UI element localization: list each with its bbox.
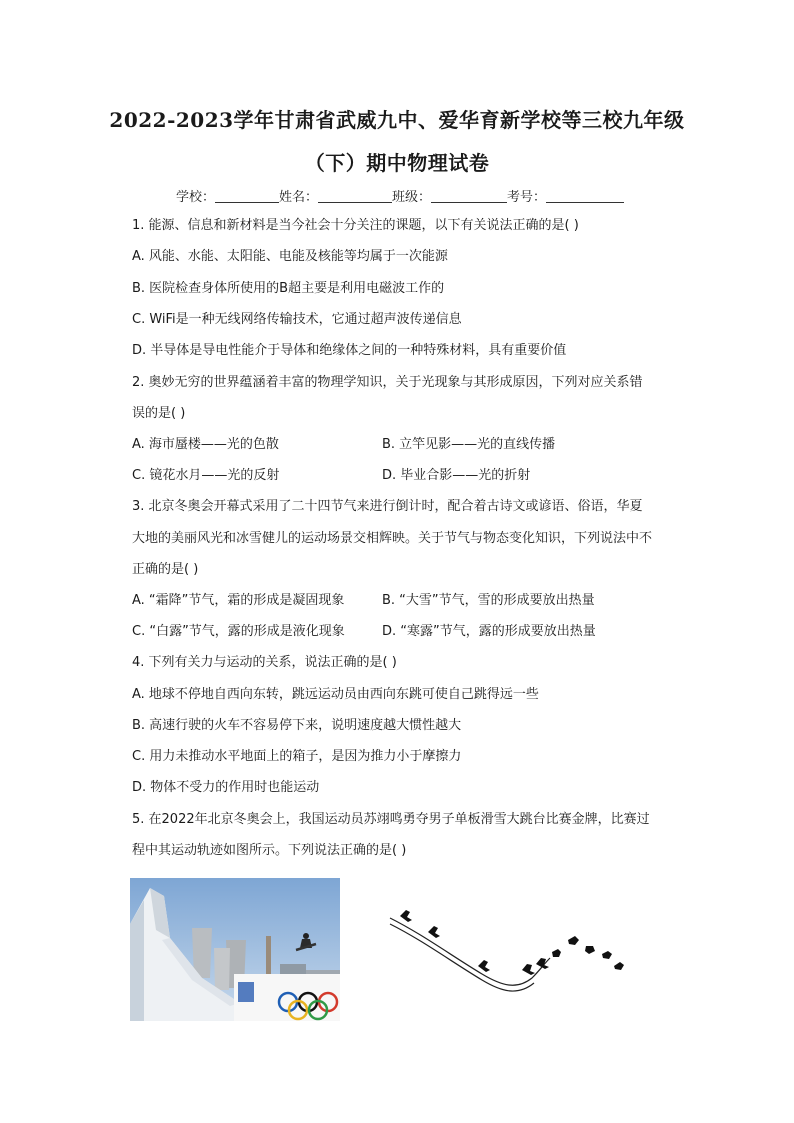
q3-option-a: A. “霜降”节气，霜的形成是凝固现象 (132, 593, 345, 608)
q2-option-c: C. 镜花水月——光的反射 (132, 468, 280, 483)
q3-stem-line-2: 大地的美丽风光和冰雪健儿的运动场景交相辉映。关于节气与物态变化知识，下列说法中不 (132, 531, 653, 546)
exam-title-line-1: 2022-2023学年甘肃省武威九中、爱华育新学校等三校九年级 (109, 108, 685, 132)
q4-option-c: C. 用力未推动水平地面上的箱子，是因为推力小于摩擦力 (132, 749, 462, 764)
q3-stem-line-1: 3. 北京冬奥会开幕式采用了二十四节气来进行倒计时，配合着古诗文或谚语、俗语，华夏 (132, 499, 643, 514)
q1-option-b: B. 医院检查身体所使用的B超主要是利用电磁波工作的 (132, 281, 445, 296)
rider-9 (602, 951, 612, 959)
rider-1 (400, 910, 412, 922)
q4-stem: 4. 下列有关力与运动的关系，说法正确的是( ) (132, 655, 397, 670)
q2-option-d: D. 毕业合影——光的折射 (382, 468, 531, 483)
rider-4 (522, 964, 535, 975)
q3-stem-line-3: 正确的是( ) (132, 562, 199, 577)
rider-7 (568, 936, 579, 945)
q4-option-b: B. 高速行驶的火车不容易停下来，说明速度越大惯性越大 (132, 718, 462, 733)
big-air-photo (130, 878, 340, 1021)
q3-option-c: C. “白露”节气，露的形成是液化现象 (132, 624, 345, 639)
rider-silhouettes (400, 910, 624, 975)
trajectory-illustration (382, 890, 632, 1000)
name-label: 姓名： (279, 190, 319, 205)
q1-option-d: D. 半导体是导电性能介于导体和绝缘体之间的一种特殊材料，具有重要价值 (132, 343, 567, 358)
class-blank[interactable] (431, 188, 507, 203)
trajectory-diagram (382, 890, 632, 1000)
class-label: 班级： (392, 190, 432, 205)
q2-stem-line-2: 误的是( ) (132, 406, 186, 421)
rider-6 (552, 949, 561, 957)
q4-option-d: D. 物体不受力的作用时也能运动 (132, 780, 320, 795)
q1-option-c: C. WiFi是一种无线网络传输技术，它通过超声波传递信息 (132, 312, 462, 327)
big-air-photo-illustration (130, 878, 340, 1021)
name-blank[interactable] (318, 188, 392, 203)
q1-option-a: A. 风能、水能、太阳能、电能及核能等均属于一次能源 (132, 249, 448, 264)
rider-3 (478, 960, 490, 972)
q5-stem-line-2: 程中其运动轨迹如图所示。下列说法正确的是( ) (132, 843, 407, 858)
q2-option-b: B. 立竿见影——光的直线传播 (382, 437, 556, 452)
q2-stem-line-1: 2. 奥妙无穷的世界蕴涵着丰富的物理学知识，关于光现象与其形成原因，下列对应关系错 (132, 375, 643, 390)
exam-number-label: 考号： (507, 190, 547, 205)
rider-10 (614, 962, 624, 970)
exam-title-line-2: （下）期中物理试卷 (304, 151, 490, 175)
rider-8 (585, 946, 595, 954)
rider-2 (428, 926, 440, 938)
q1-stem: 1. 能源、信息和新材料是当今社会十分关注的课题，以下有关说法正确的是( ) (132, 218, 579, 233)
exam-number-blank[interactable] (546, 188, 624, 203)
rider-5 (536, 958, 549, 969)
q3-option-d: D. “寒露”节气，露的形成要放出热量 (382, 624, 596, 639)
student-info-row (176, 186, 624, 205)
school-blank[interactable] (215, 188, 279, 203)
q4-option-a: A. 地球不停地自西向东转，跳远运动员由西向东跳可使自己跳得远一些 (132, 687, 539, 702)
school-label: 学校： (176, 190, 216, 205)
q5-stem-line-1: 5. 在2022年北京冬奥会上，我国运动员苏翊鸣勇夺男子单板滑雪大跳台比赛金牌，比赛过 (132, 812, 650, 827)
q2-option-a: A. 海市蜃楼——光的色散 (132, 437, 279, 452)
q3-option-b: B. “大雪”节气，雪的形成要放出热量 (382, 593, 595, 608)
